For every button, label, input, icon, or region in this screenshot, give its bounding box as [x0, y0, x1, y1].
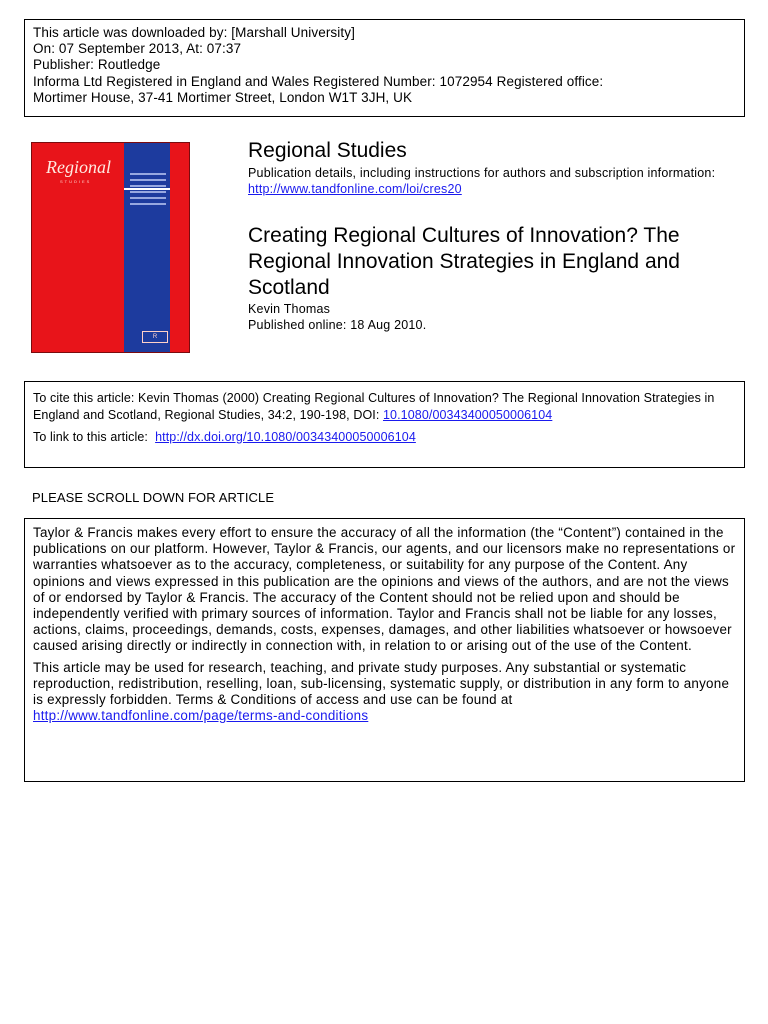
publication-details	[248, 165, 728, 197]
article-title: Creating Regional Cultures of Innovation? The Regional Innovation Strategies in England and Scotland	[248, 224, 680, 299]
terms-text: This article may be used for research, teaching, and private study purposes. Any substantial or systematic reproduction, redistribution, reselling, loan, sub-licensing, systematic supply, or distribution in any form to anyone is expressly forbidden. Terms & Conditions of access and use can be found at	[33, 659, 730, 708]
cover-blue-panel	[124, 143, 170, 353]
cover-title: Regional	[46, 157, 111, 177]
article-author: Kevin Thomas	[248, 302, 331, 316]
terms-paragraph	[33, 660, 736, 725]
registration-line: Informa Ltd Registered in England and Wales Registered Number: 1072954 Registered office:	[33, 73, 604, 89]
download-line: This article was downloaded by: [Marshall University]	[33, 25, 355, 40]
publication-details-text: Publication details, including instructions for authors and subscription information:	[248, 166, 716, 180]
download-date-line: On: 07 September 2013, At: 07:37	[33, 41, 242, 57]
journal-name: Regional Studies	[248, 139, 407, 162]
doi-link[interactable]: 10.1080/00343400050006104	[382, 407, 553, 422]
link-line	[33, 429, 736, 446]
publisher-logo-icon: R	[142, 331, 168, 343]
citation-box	[24, 381, 745, 468]
disclaimer-box	[24, 518, 745, 782]
article-link[interactable]: http://dx.doi.org/10.1080/00343400050006104	[155, 430, 416, 444]
terms-link[interactable]: http://www.tandfonline.com/page/terms-and-conditions	[33, 708, 369, 724]
journal-url-link[interactable]: http://www.tandfonline.com/loi/cres20	[248, 182, 462, 196]
download-info-box	[24, 19, 745, 117]
citation-text: To cite this article: Kevin Thomas (2000) Creating Regional Cultures of Innovation? The Regional Innovation Strategies in England and Scotland, Regional Studies, 34:2, 190-198, DOI:	[33, 391, 715, 422]
disclaimer-paragraph: Taylor & Francis makes every effort to ensure the accuracy of all the information (the “Content”) contained in the publications on our platform. However, Taylor & Francis, our agents, and our licensors make no representations or warranties whatsoever as to the accuracy, completeness, or suitability for any purpose of the Content. Any opinions and views expressed in this publication are the opinions and views of the authors, and are not the views of or endorsed by Taylor & Francis. The accuracy of the Content should not be relied upon and should be independently verified with primary sources of information. Taylor and Francis shall not be liable for any losses, actions, claims, proceedings, demands, costs, expenses, damages, and other liabilities whatsoever or howsoever caused arising directly or indirectly in connection with, in relation to or arising out of the use of the Content.	[33, 525, 736, 654]
journal-cover-image	[31, 142, 190, 353]
link-label: To link to this article:	[33, 430, 152, 444]
citation-text-block	[33, 390, 736, 423]
address-line: Mortimer House, 37-41 Mortimer Street, London W1T 3JH, UK	[33, 89, 413, 105]
scroll-notice: PLEASE SCROLL DOWN FOR ARTICLE	[32, 490, 275, 505]
publisher-line: Publisher: Routledge	[33, 57, 161, 73]
published-online-date: Published online: 18 Aug 2010.	[248, 318, 427, 332]
cover-subtitle: STUDIES	[60, 179, 92, 184]
